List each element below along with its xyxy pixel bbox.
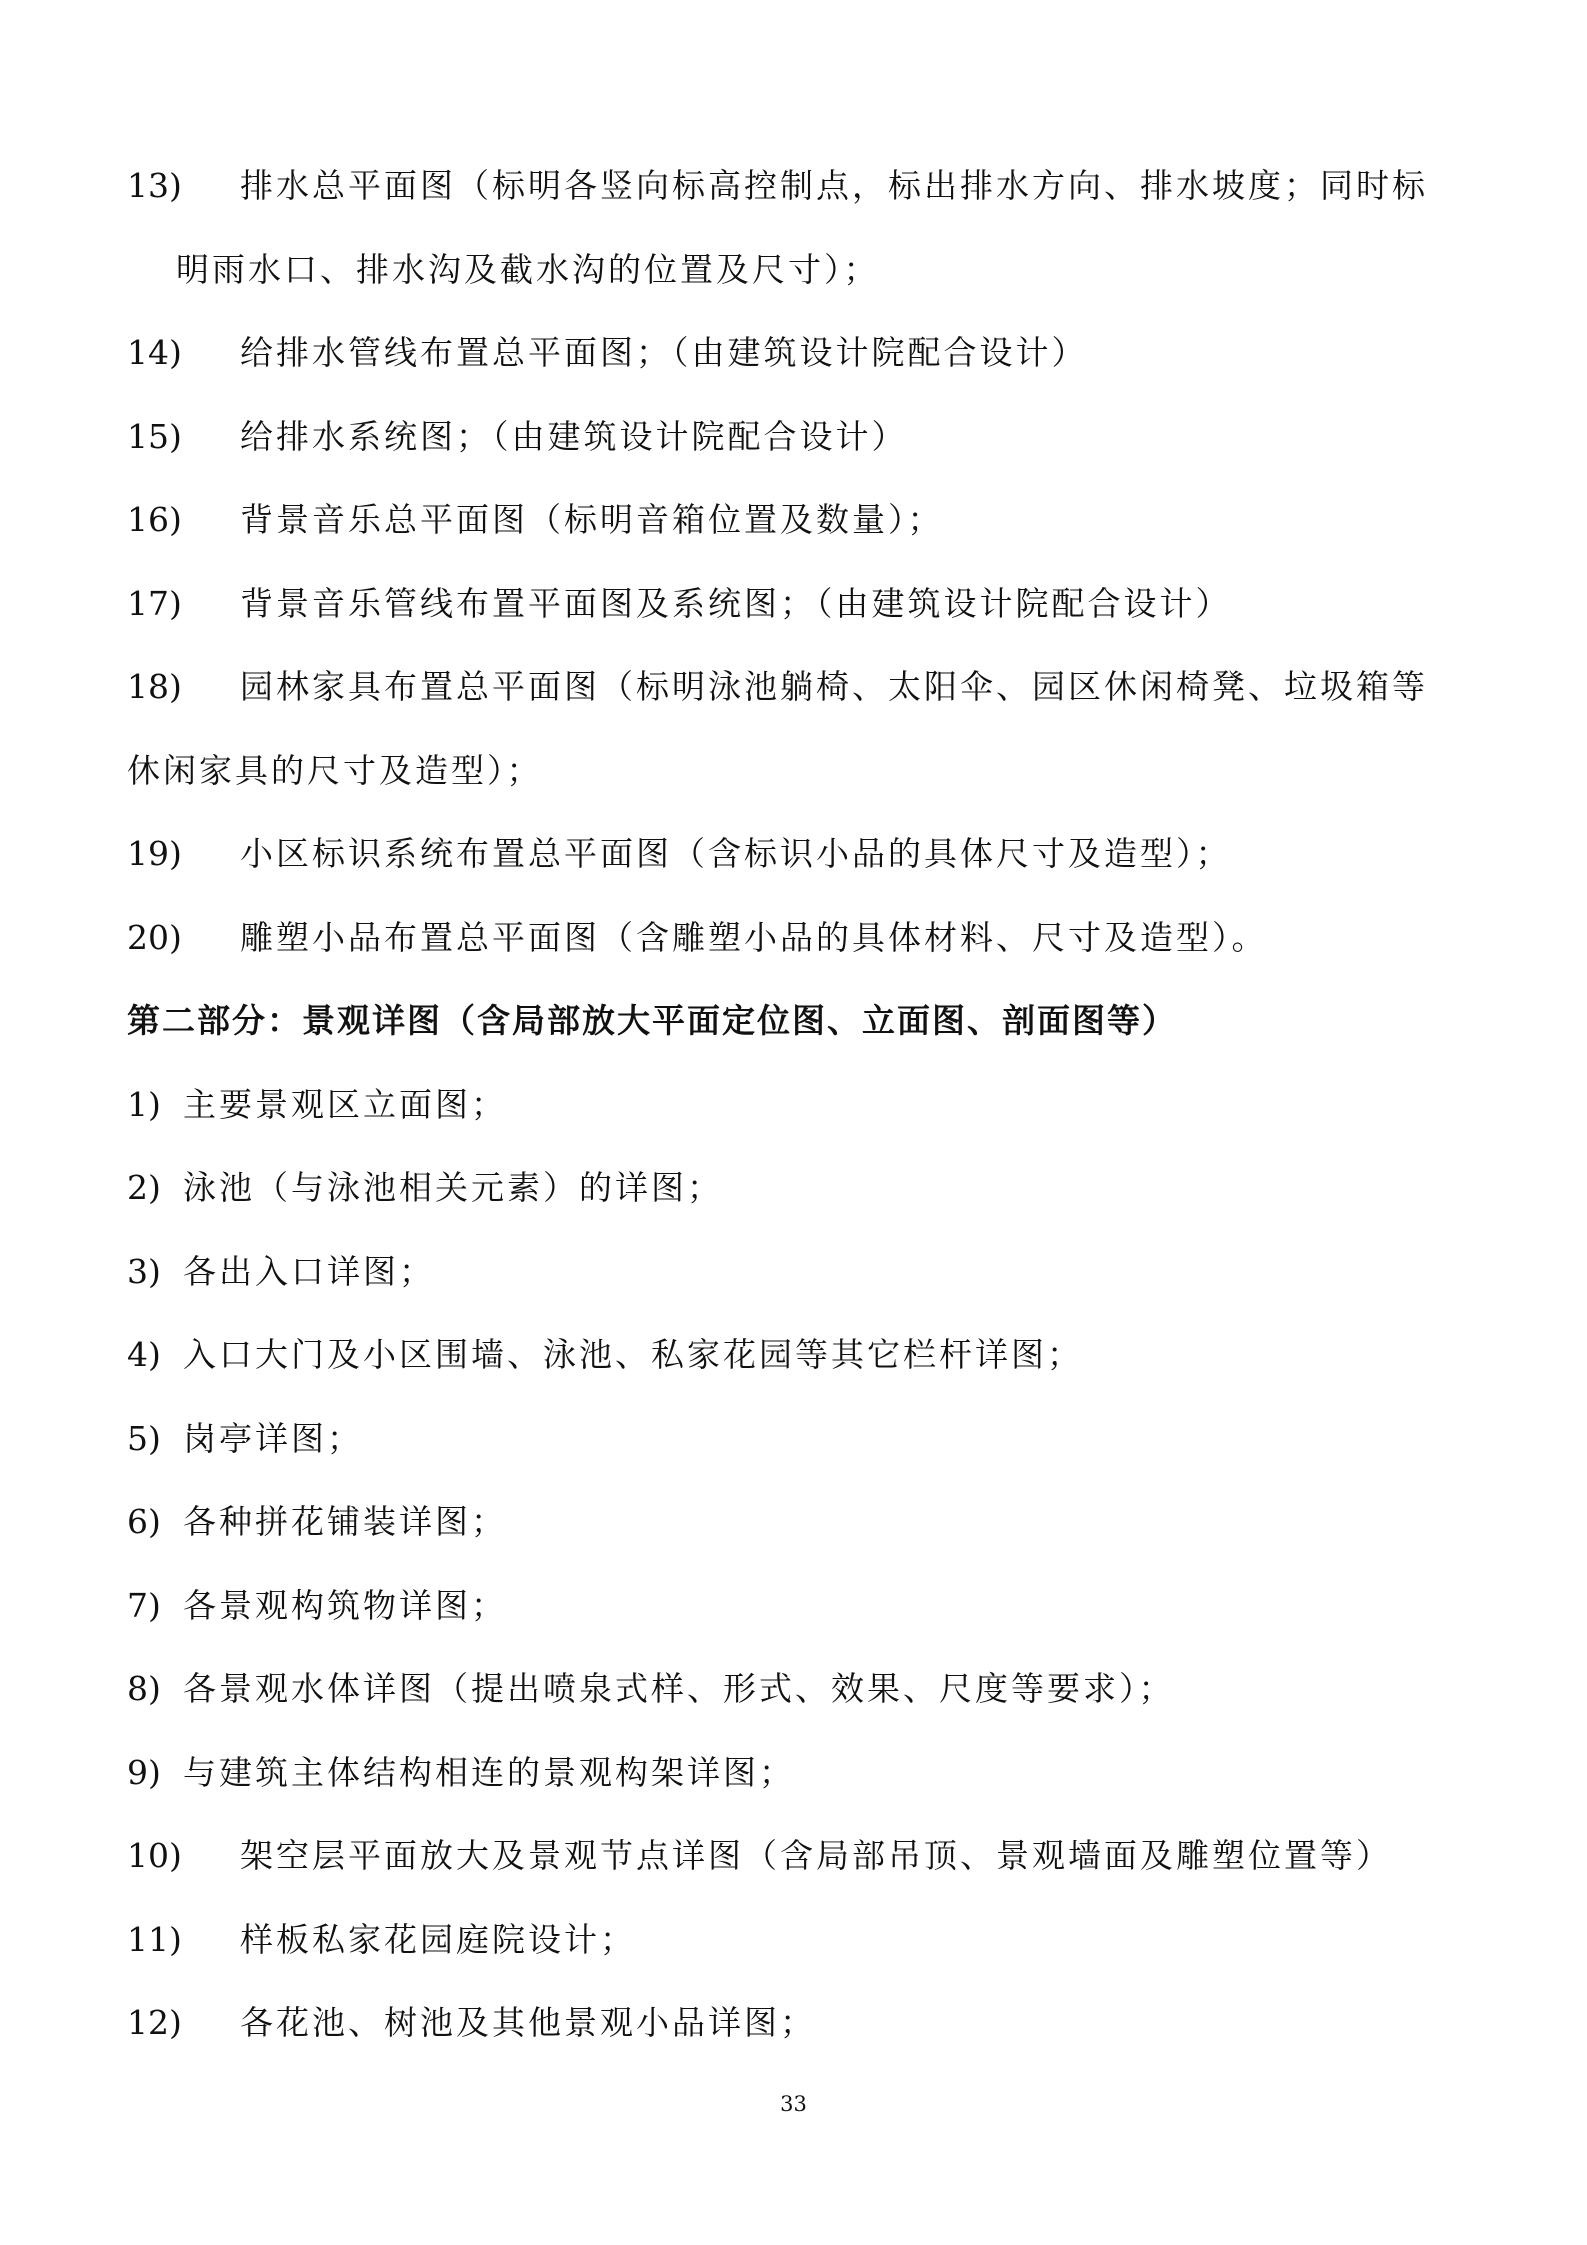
item-text: 入口大门及小区围墙、泳池、私家花园等其它栏杆详图；	[183, 1335, 1083, 1374]
item-number: 1)	[127, 1084, 161, 1124]
list-item-9	[127, 1745, 1467, 1829]
item-text: 各景观水体详图（提出喷泉式样、形式、效果、尺度等要求）；	[183, 1669, 1175, 1708]
page-number: 33	[780, 2092, 807, 2116]
item-text: 各景观构筑物详图；	[183, 1585, 507, 1625]
item-text: 排水总平面图（标明各竖向标高控制点，标出排水方向、排水坡度；同时标	[240, 166, 1428, 205]
item-number: 19)	[127, 834, 182, 873]
item-number: 20)	[127, 917, 182, 957]
item-text-continuation: 明雨水口、排水沟及截水沟的位置及尺寸）；	[176, 249, 880, 289]
list-item-2	[127, 1160, 1467, 1244]
item-number: 16)	[127, 500, 182, 539]
list-item-11	[127, 1912, 1467, 1996]
item-text: 各出入口详图；	[183, 1251, 435, 1291]
list-item-4	[127, 1327, 1467, 1411]
item-number: 11)	[127, 1919, 182, 1959]
item-number: 17)	[127, 583, 182, 623]
list-item-1	[127, 1077, 1467, 1161]
list-item-18	[127, 659, 1467, 743]
item-text: 与建筑主体结构相连的景观构架详图；	[183, 1752, 795, 1792]
item-text: 背景音乐管线布置平面图及系统图；（由建筑设计院配合设计）	[240, 583, 1232, 623]
list-item-6	[127, 1494, 1467, 1578]
item-number: 2)	[127, 1168, 161, 1207]
item-number: 8)	[127, 1669, 161, 1708]
list-item-8	[127, 1661, 1467, 1745]
item-text: 背景音乐总平面图（标明音箱位置及数量）；	[240, 500, 944, 539]
item-number: 15)	[127, 416, 182, 456]
list-item-19	[127, 826, 1467, 910]
item-text: 样板私家花园庭院设计；	[240, 1919, 636, 1959]
item-number: 9)	[127, 1752, 161, 1792]
item-number: 6)	[127, 1502, 161, 1541]
item-number: 18)	[127, 667, 182, 706]
item-number: 14)	[127, 333, 182, 372]
list-item-13-continuation	[127, 242, 1467, 326]
item-text: 给排水系统图；（由建筑设计院配合设计）	[240, 416, 908, 456]
item-number: 4)	[127, 1335, 161, 1374]
item-number: 3)	[127, 1251, 161, 1291]
item-text: 主要景观区立面图；	[183, 1084, 507, 1124]
item-text: 架空层平面放大及景观节点详图（含局部吊顶、景观墙面及雕塑位置等）	[240, 1836, 1392, 1875]
list-item-7	[127, 1578, 1467, 1662]
item-text: 小区标识系统布置总平面图（含标识小品的具体尺寸及造型）；	[240, 834, 1232, 873]
item-number: 7)	[127, 1585, 161, 1625]
item-text: 给排水管线布置总平面图；（由建筑设计院配合设计）	[240, 333, 1088, 372]
item-number: 13)	[127, 166, 182, 205]
list-item-15	[127, 409, 1467, 493]
list-item-5	[127, 1411, 1467, 1495]
item-text: 岗亭详图；	[183, 1418, 363, 1458]
page-content	[127, 158, 1467, 2079]
list-item-12	[127, 1995, 1467, 2079]
list-item-14	[127, 325, 1467, 409]
item-number: 10)	[127, 1836, 182, 1875]
list-item-18-continuation	[127, 743, 1467, 827]
item-text: 各种拼花铺装详图；	[183, 1502, 507, 1541]
list-item-13	[127, 158, 1467, 242]
item-text: 各花池、树池及其他景观小品详图；	[240, 2003, 816, 2042]
list-item-3	[127, 1244, 1467, 1328]
list-item-10	[127, 1828, 1467, 1912]
item-text: 泳池（与泳池相关元素）的详图；	[183, 1168, 723, 1207]
section-heading: 第二部分：景观详图（含局部放大平面定位图、立面图、剖面图等）	[127, 1001, 1177, 1040]
list-item-17	[127, 576, 1467, 660]
item-number: 5)	[127, 1418, 161, 1458]
item-text-continuation: 休闲家具的尺寸及造型）；	[127, 750, 543, 790]
item-text: 园林家具布置总平面图（标明泳池躺椅、太阳伞、园区休闲椅凳、垃圾箱等	[240, 667, 1428, 706]
item-number: 12)	[127, 2003, 182, 2042]
list-item-16	[127, 492, 1467, 576]
item-text: 雕塑小品布置总平面图（含雕塑小品的具体材料、尺寸及造型）。	[240, 917, 1268, 957]
list-item-20	[127, 910, 1467, 994]
